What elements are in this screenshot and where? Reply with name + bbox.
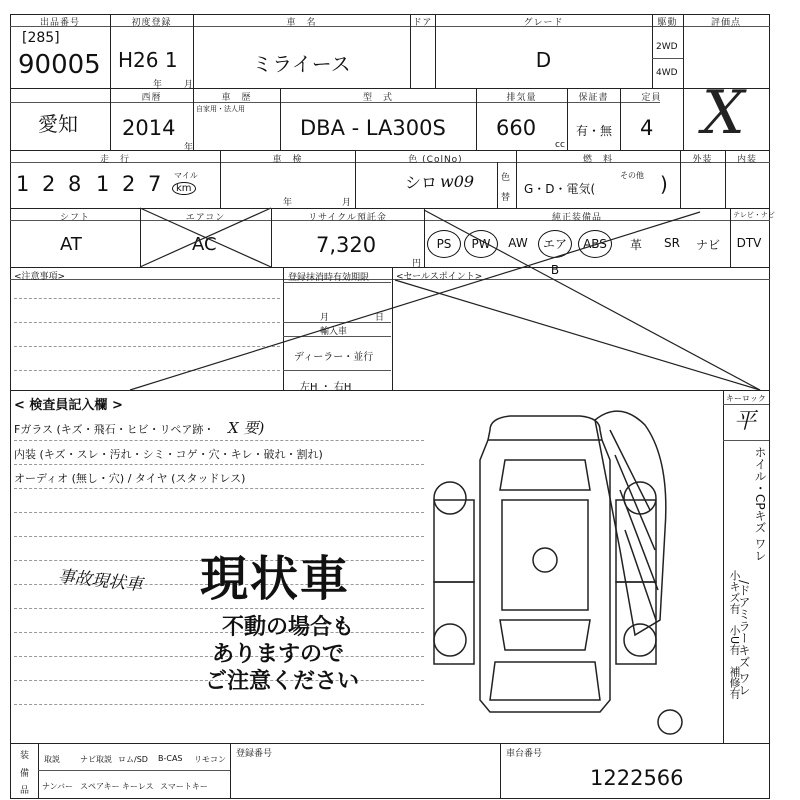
footer-item: リモコン xyxy=(194,755,226,764)
dealer: ディーラー・並行 xyxy=(294,352,374,363)
score-label: 評価点 xyxy=(710,18,741,28)
insp-line xyxy=(14,704,424,705)
lot-number: 90005 xyxy=(18,50,101,80)
equip-dtv: DTV xyxy=(736,236,762,250)
displacement-label: 排気量 xyxy=(506,93,537,103)
insp-line xyxy=(14,512,424,513)
sales-cross xyxy=(395,280,760,390)
capacity-label: 定員 xyxy=(641,93,662,103)
car-body xyxy=(480,440,610,712)
equip-label-1: 装 xyxy=(20,751,30,761)
drive-2wd: 2WD xyxy=(656,42,678,52)
ac-label: エアコン xyxy=(185,213,226,223)
shift-label: シフト xyxy=(59,213,90,223)
first-reg-label: 初度登録 xyxy=(131,18,172,28)
equip-label-2: 備 xyxy=(20,769,30,779)
damage-hatch xyxy=(610,430,658,620)
year-label: 西暦 xyxy=(141,93,162,103)
ac: AC xyxy=(192,234,217,255)
as-is-stamp: 現状車 xyxy=(200,551,351,607)
footer-item: B-CAS xyxy=(158,754,183,763)
wheel-rl xyxy=(434,624,466,656)
insp-line xyxy=(14,536,424,537)
damage-outline xyxy=(595,411,666,635)
color-iro: 色 xyxy=(501,173,511,183)
door-label: ドア xyxy=(412,18,433,28)
lot-bracket: [285] xyxy=(22,30,60,46)
f-mid xyxy=(38,770,230,771)
footer-item: ナンバー xyxy=(42,782,74,791)
reg-no-label: 登録番号 xyxy=(236,749,273,759)
recycle-fee-label: リサイクル預託金 xyxy=(308,213,387,223)
recycle-fee: 7,320 xyxy=(316,233,377,257)
inspector-title: < 検査員記入欄 > xyxy=(14,398,123,413)
import-label: 輸入車 xyxy=(320,327,348,337)
inspector-line3: オーディオ (無し・穴) / タイヤ (スタッドレス) xyxy=(14,472,246,485)
inspector-line1: Fガラス (キズ・飛石・ヒビ・リペア跡・ xyxy=(14,423,215,436)
equipment-label: 純正装備品 xyxy=(551,213,602,223)
footer-item: 取説 xyxy=(44,755,60,764)
notice-line3: ご注意ください xyxy=(205,669,360,694)
fuel: G・D・電気( xyxy=(524,182,596,196)
color-gae: 替 xyxy=(501,193,511,203)
inspector-line2: 内装 (キズ・スレ・汚れ・シミ・コゲ・穴・キレ・破れ・割れ) xyxy=(14,448,323,461)
first-reg-month-unit: 月 xyxy=(184,80,194,90)
windshield xyxy=(500,460,590,490)
trunk xyxy=(490,662,600,700)
lot-label: 出品番号 xyxy=(39,18,80,28)
fuel-other: その他 xyxy=(620,171,644,180)
footer-item: スペアキー xyxy=(80,782,120,791)
v-right-panel xyxy=(723,390,724,743)
reg-month: 月 xyxy=(320,313,330,323)
first-reg-value: H26 1 xyxy=(118,48,178,72)
car-front xyxy=(488,416,602,440)
warranty-label: 保証書 xyxy=(578,93,609,103)
shift: AT xyxy=(60,234,82,255)
mile-unit: マイル xyxy=(174,171,198,180)
footer-item: ロム/SD xyxy=(118,755,148,764)
equip-abs: ABS xyxy=(578,230,612,258)
inspector-line1-hand: X 要) xyxy=(228,419,265,437)
reg-day: 日 xyxy=(375,313,385,323)
tv-label: テレビ・ナビ xyxy=(733,211,775,219)
mileage-digit: 2 xyxy=(42,172,56,196)
car-diagram xyxy=(420,400,690,740)
insp-line xyxy=(14,464,424,465)
fuel-label: 燃 料 xyxy=(582,155,613,165)
v-f-3 xyxy=(500,743,501,798)
model-label: 型 式 xyxy=(362,93,393,103)
chassis-label: 車 歴 xyxy=(221,93,252,103)
equip-pw: PW xyxy=(464,230,498,258)
equip-aw: AW xyxy=(508,236,528,250)
inspection-year-unit: 年 xyxy=(283,198,293,208)
rear-window xyxy=(500,620,590,650)
car-name-label: 車 名 xyxy=(286,18,317,28)
right-col3: 小キズ有 小U有 補修有 xyxy=(728,570,741,700)
color-no: w09 xyxy=(440,172,475,191)
spare-circle xyxy=(658,710,682,734)
displacement: 660 xyxy=(496,116,537,140)
mileage-digit: 1 xyxy=(16,172,30,196)
right-col2: /ドアミラーキズ ワレ xyxy=(737,580,751,696)
footer-item: キーレス xyxy=(122,782,154,791)
equip-leather: 革 xyxy=(629,238,642,252)
year-unit: 年 xyxy=(184,143,194,153)
first-reg-year-unit: 年 xyxy=(153,80,163,90)
notice-line2: ありますので xyxy=(212,642,345,667)
car-name: ミライース xyxy=(252,52,351,76)
key-line2 xyxy=(723,440,769,441)
insp-line xyxy=(14,488,424,489)
cc-unit: cc xyxy=(555,140,565,150)
warranty: 有・無 xyxy=(576,124,613,138)
right-col1: ホイル・CPキズ ワレ xyxy=(753,446,767,562)
equip-sr: SR xyxy=(664,236,680,250)
mileage-digit: 2 xyxy=(122,172,136,196)
roof xyxy=(502,500,588,610)
sales-label: <セールスポイント> xyxy=(396,272,483,282)
footer-item: ナビ取説 xyxy=(80,755,112,764)
chassis-sub: 自家用・法人用 xyxy=(196,105,245,113)
chassis-no-label: 車台番号 xyxy=(506,749,543,759)
drive-label: 駆動 xyxy=(657,18,678,28)
equip-label-3: 品 xyxy=(20,786,30,796)
drive-4wd: 4WD xyxy=(656,68,678,78)
km-unit: km xyxy=(172,182,196,195)
mileage-label: 走 行 xyxy=(99,155,130,165)
inspection-label: 車 検 xyxy=(272,155,303,165)
capacity: 4 xyxy=(640,116,654,140)
v-f-2 xyxy=(230,743,231,798)
steering: 左H ・ 右H xyxy=(300,382,352,393)
reg-expiry-label: 登録抹消時有効期限 xyxy=(288,273,370,283)
sales-cross xyxy=(130,212,700,390)
color: シロ xyxy=(405,173,438,192)
interior-label: 内装 xyxy=(736,155,757,165)
score-mark: X xyxy=(702,78,745,148)
insp-line xyxy=(14,440,424,441)
key-mark: 平 xyxy=(734,409,757,434)
wheel-rr xyxy=(624,624,656,656)
wheel-fl xyxy=(434,482,466,514)
notice-line1: 不動の場合も xyxy=(222,615,355,640)
model: DBA - LA300S xyxy=(300,116,446,140)
keyless-label: キーロック xyxy=(726,394,766,403)
equip-cross xyxy=(424,210,760,390)
exterior-label: 外装 xyxy=(692,155,713,165)
equip-navi: ナビ xyxy=(695,238,720,252)
footer-item: スマートキー xyxy=(160,782,208,791)
mileage-digit: 1 xyxy=(96,172,110,196)
left-side xyxy=(434,500,474,582)
year: 2014 xyxy=(122,116,176,140)
mileage-digit: 7 xyxy=(148,172,162,196)
color-label: 色 (ColNo) xyxy=(408,155,463,165)
grade: D xyxy=(535,48,552,72)
insp-line xyxy=(14,632,424,633)
equip-ps: PS xyxy=(427,230,461,258)
region: 愛知 xyxy=(38,112,78,136)
fuel-close: ) xyxy=(660,172,668,196)
yen-unit: 円 xyxy=(412,259,422,269)
handwritten-note: 事故現状車 xyxy=(56,566,144,596)
roof-mark xyxy=(533,548,557,572)
grade-label: グレード xyxy=(523,18,564,28)
inspection-month-unit: 月 xyxy=(342,198,352,208)
notes-label: <注意事項> xyxy=(14,272,66,282)
mileage-digit: 8 xyxy=(68,172,82,196)
equip-airbag: エアB xyxy=(538,230,572,258)
chassis-no: 1222566 xyxy=(590,766,684,790)
